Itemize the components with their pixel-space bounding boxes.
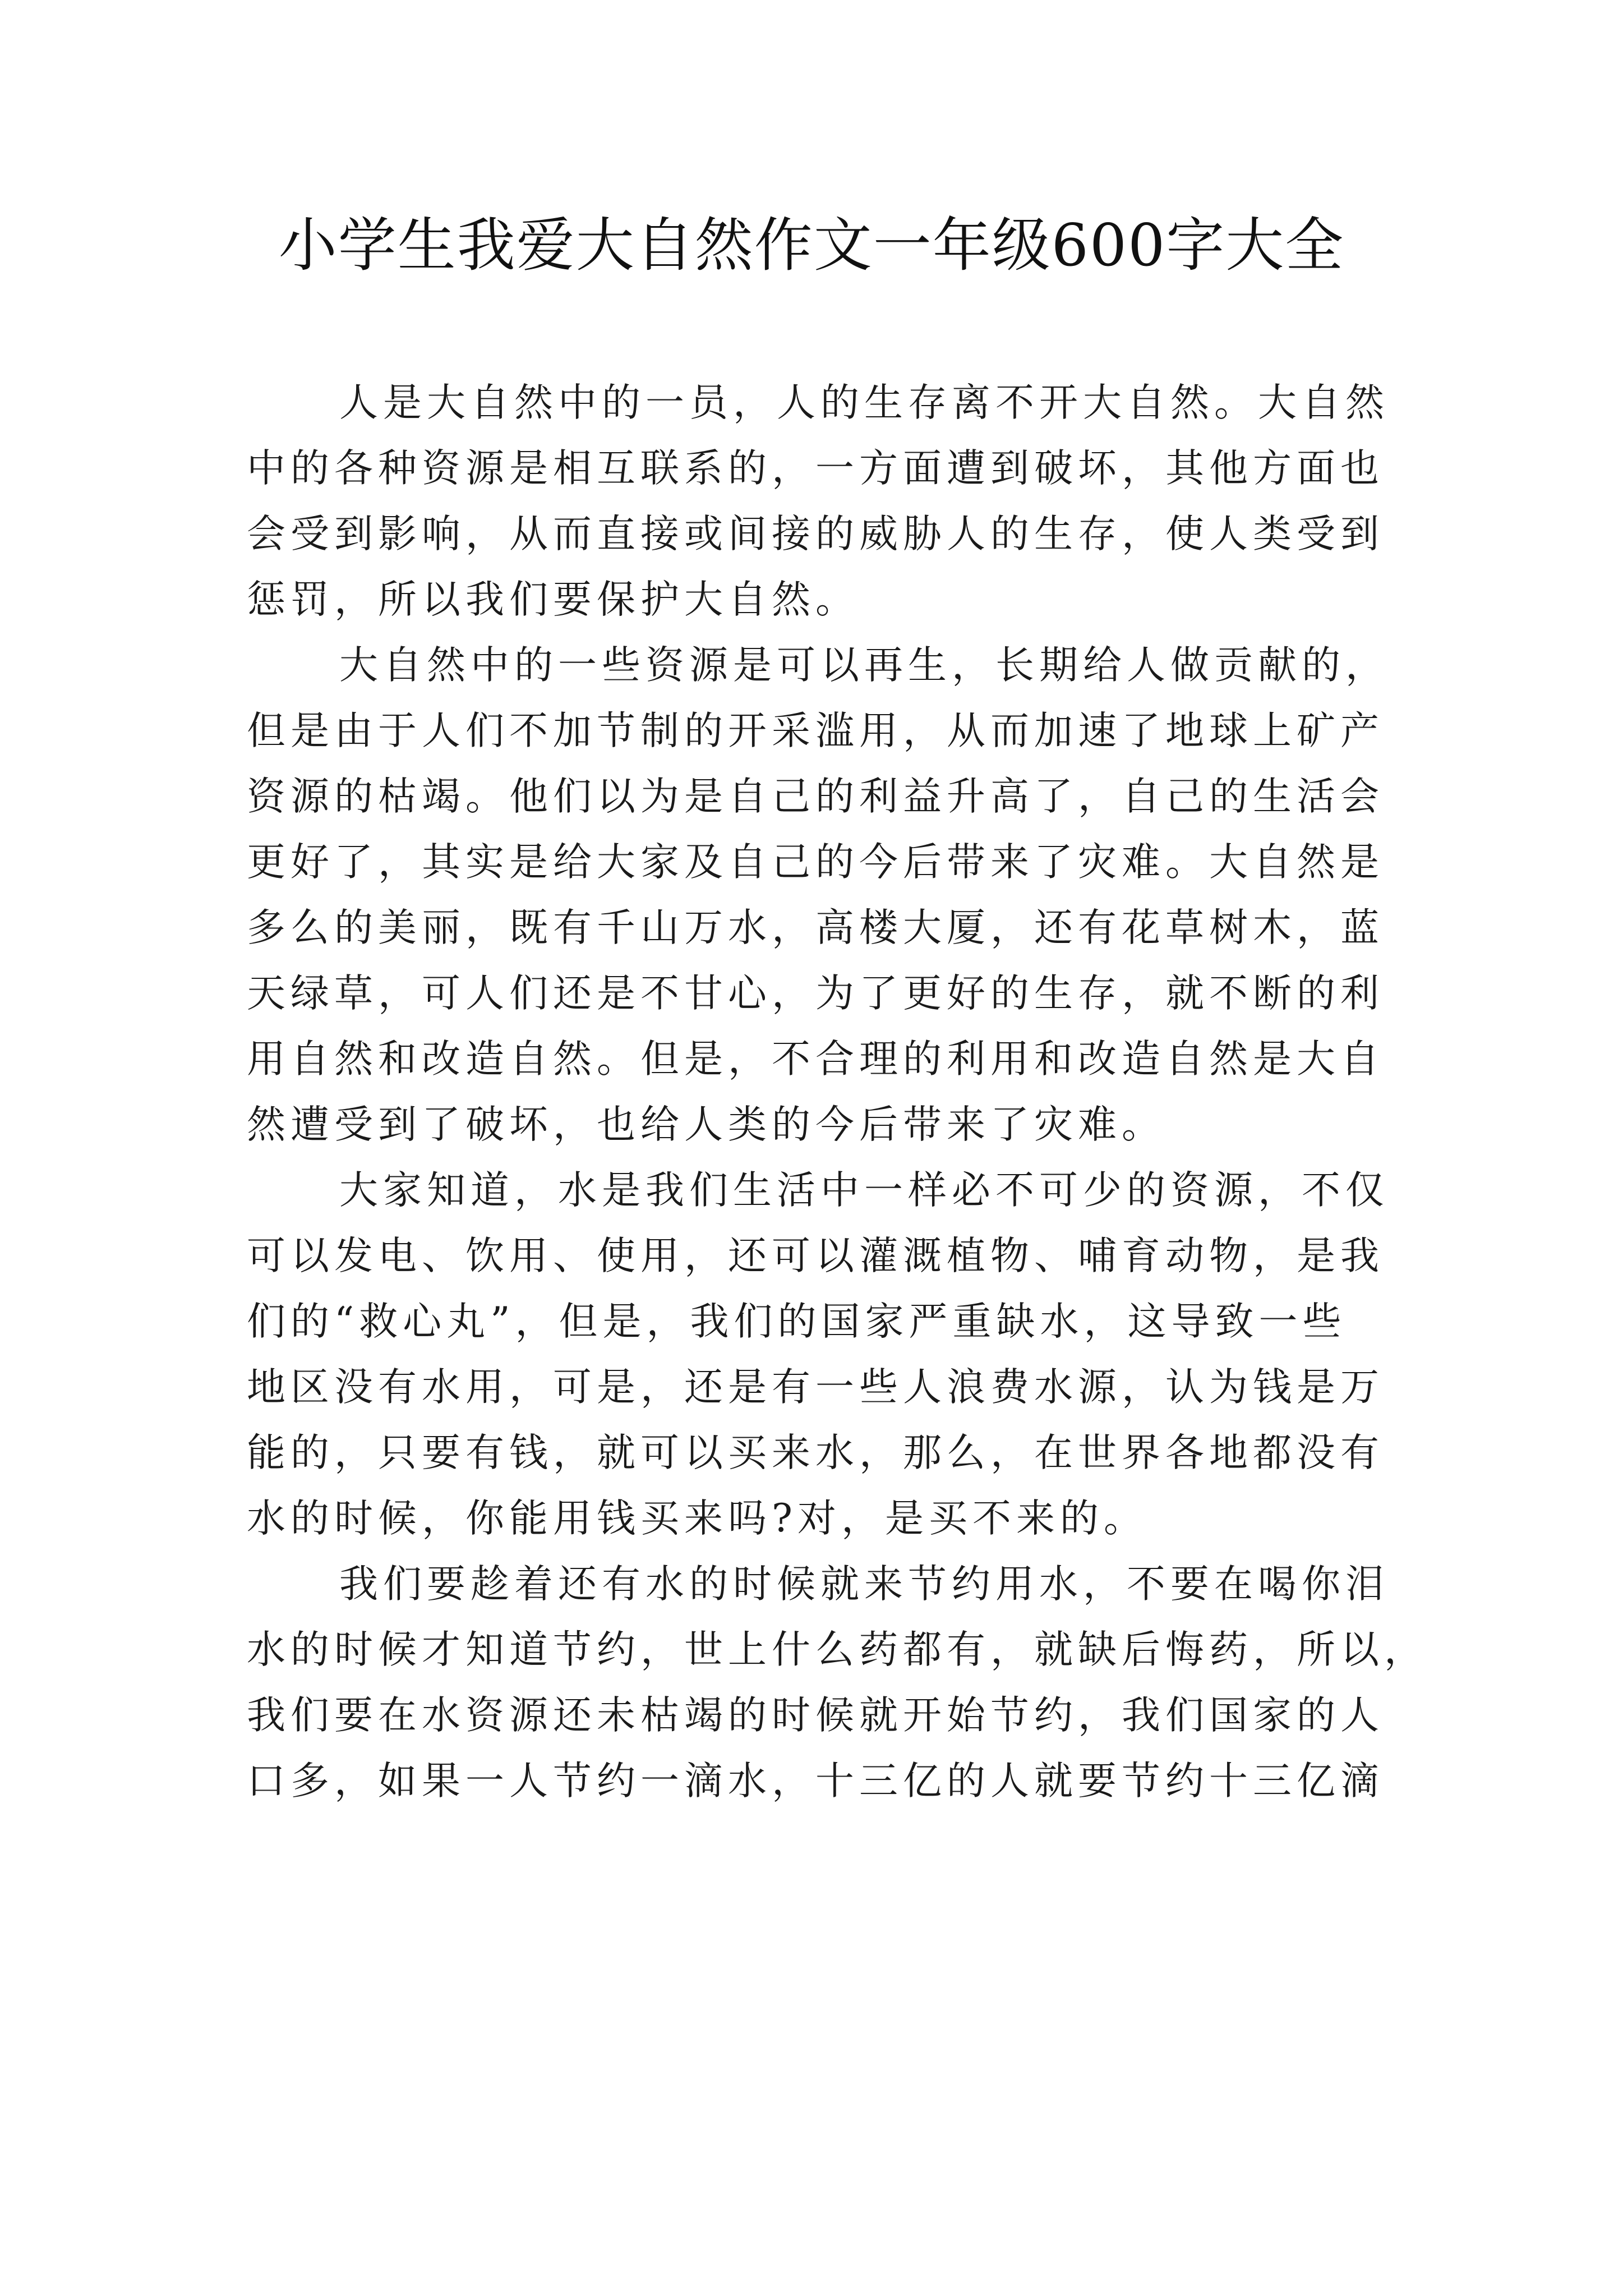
paragraph-line: 会受到影响，从而直接或间接的威胁人的生存，使人类受到 bbox=[247, 512, 1384, 556]
paragraph-line: 更好了，其实是给大家及自己的今后带来了灾难。大自然是 bbox=[247, 840, 1384, 885]
paragraph-line: 中的各种资源是相互联系的，一方面遭到破坏，其他方面也 bbox=[247, 446, 1384, 491]
paragraph-line: 我们要趁着还有水的时候就来节约用水，不要在喝你泪 bbox=[339, 1562, 1389, 1607]
paragraph-3 bbox=[247, 1158, 1391, 1552]
paragraph-line: 天绿草，可人们还是不甘心，为了更好的生存，就不断的利 bbox=[247, 971, 1384, 1016]
document-body bbox=[247, 370, 1428, 1814]
paragraph-line: 们的“救心丸”，但是，我们的国家严重缺水，这导致一些 bbox=[247, 1299, 1347, 1344]
paragraph-line: 我们要在水资源还未枯竭的时候就开始节约，我们国家的人 bbox=[247, 1693, 1384, 1738]
paragraph-4 bbox=[247, 1552, 1428, 1814]
paragraph-line: 大家知道，水是我们生活中一样必不可少的资源，不仅 bbox=[339, 1168, 1389, 1213]
paragraph-line: 可以发电、饮用、使用，还可以灌溉植物、哺育动物，是我 bbox=[247, 1234, 1384, 1278]
paragraph-line: 口多，如果一人节约一滴水，十三亿的人就要节约十三亿滴 bbox=[247, 1759, 1384, 1803]
paragraph-line: 水的时候才知道节约，世上什么药都有，就缺后悔药，所以， bbox=[247, 1627, 1428, 1672]
paragraph-line: 用自然和改造自然。但是，不合理的利用和改造自然是大自 bbox=[247, 1037, 1384, 1082]
paragraph-line: 惩罚，所以我们要保护大自然。 bbox=[247, 577, 859, 622]
document-title: 小学生我爱大自然作文一年级600字大全 bbox=[278, 211, 1345, 279]
paragraph-line: 人是大自然中的一员，人的生存离不开大自然。大自然 bbox=[339, 380, 1389, 425]
paragraph-line: 然遭受到了破坏，也给人类的今后带来了灾难。 bbox=[247, 1102, 1165, 1147]
paragraph-1 bbox=[247, 370, 1391, 633]
paragraph-line: 能的，只要有钱，就可以买来水，那么，在世界各地都没有 bbox=[247, 1430, 1384, 1475]
paragraph-line: 水的时候，你能用钱买来吗?对，是买不来的。 bbox=[247, 1496, 1147, 1541]
paragraph-line: 资源的枯竭。他们以为是自己的利益升高了，自己的生活会 bbox=[247, 774, 1384, 819]
paragraph-line: 但是由于人们不加节制的开采滥用，从而加速了地球上矿产 bbox=[247, 708, 1384, 753]
paragraph-line: 地区没有水用，可是，还是有一些人浪费水源，认为钱是万 bbox=[247, 1365, 1384, 1410]
paragraph-line: 多么的美丽，既有千山万水，高楼大厦，还有花草树木，蓝 bbox=[247, 905, 1384, 950]
paragraph-2 bbox=[247, 633, 1391, 1158]
paragraph-line: 大自然中的一些资源是可以再生，长期给人做贡献的， bbox=[339, 643, 1389, 688]
